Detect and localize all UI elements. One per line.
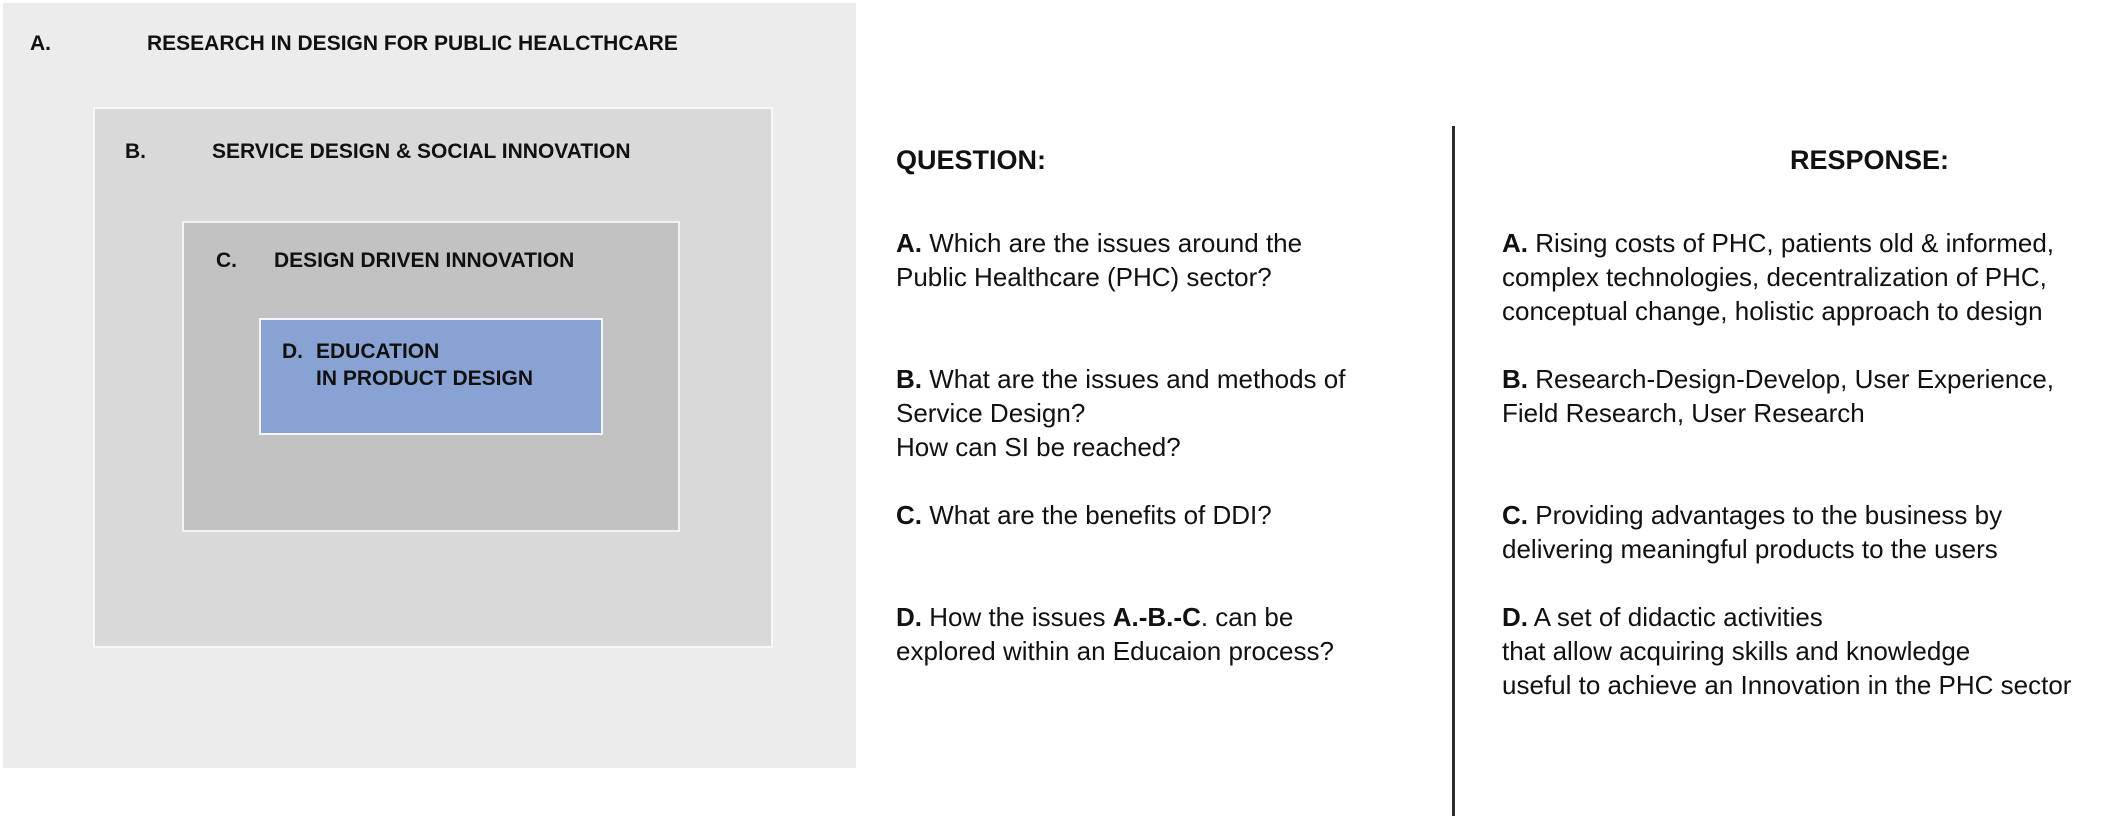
question-d-line-2: explored within an Educaion process?: [896, 636, 1334, 666]
response-b-line-1: [1502, 362, 2054, 396]
response-a: [1502, 226, 2054, 328]
question-b-text-1: What are the issues and methods of: [922, 364, 1346, 394]
question-header: QUESTION:: [896, 145, 1047, 175]
question-d-text-bold: A.-B.-C: [1112, 602, 1201, 632]
box-c-letter: C.: [216, 249, 237, 272]
box-a-letter: A.: [30, 32, 51, 55]
question-d: [896, 600, 1334, 668]
question-a-text-1: Which are the issues around the: [922, 228, 1303, 258]
question-c-label: C.: [896, 500, 922, 530]
response-b-line-2: Field Research, User Research: [1502, 398, 1865, 428]
question-a-line-2: Public Healthcare (PHC) sector?: [896, 262, 1272, 292]
box-c-title: DESIGN DRIVEN INNOVATION: [274, 249, 575, 272]
question-c: [896, 498, 1272, 532]
response-a-text-1: Rising costs of PHC, patients old & informed,: [1528, 228, 2055, 258]
response-c-text-1: Providing advantages to the business by: [1528, 500, 2003, 530]
question-b-line-1: [896, 362, 1345, 396]
response-d-line-3: useful to achieve an Innovation in the PHC sector: [1502, 670, 2072, 700]
response-header: RESPONSE:: [1790, 145, 1950, 175]
response-a-line-2: complex technologies, decentralization of PHC,: [1502, 262, 2047, 292]
response-c: [1502, 498, 2002, 566]
box-b-letter: B.: [125, 140, 146, 163]
question-c-line-1: [896, 498, 1272, 532]
box-b-title: SERVICE DESIGN & SOCIAL INNOVATION: [212, 140, 631, 163]
question-b-label: B.: [896, 364, 922, 394]
response-d-label: D.: [1502, 602, 1528, 632]
question-d-text-pre: How the issues: [922, 602, 1113, 632]
response-c-line-1: [1502, 498, 2002, 532]
response-a-line-1: [1502, 226, 2054, 260]
question-c-text-1: What are the benefits of DDI?: [922, 500, 1272, 530]
question-b-line-3: How can SI be reached?: [896, 432, 1181, 462]
question-a-label: A.: [896, 228, 922, 258]
question-d-text-post: . can be: [1200, 602, 1294, 632]
response-d: [1502, 600, 2071, 702]
response-c-label: C.: [1502, 500, 1528, 530]
response-d-text-1: A set of didactic activities: [1528, 602, 1823, 632]
response-b-text-1: Research-Design-Develop, User Experience,: [1528, 364, 2055, 394]
response-a-label: A.: [1502, 228, 1528, 258]
question-b: [896, 362, 1345, 464]
response-d-line-2: that allow acquiring skills and knowledge: [1502, 636, 1971, 666]
box-education-product-design: [259, 318, 603, 435]
response-b-label: B.: [1502, 364, 1528, 394]
response-b: [1502, 362, 2054, 430]
box-d-letter: D.: [282, 340, 303, 363]
response-c-line-2: delivering meaningful products to the users: [1502, 534, 1998, 564]
response-a-line-3: conceptual change, holistic approach to design: [1502, 296, 2043, 326]
question-d-line-1: [896, 600, 1334, 634]
box-a-title: RESEARCH IN DESIGN FOR PUBLIC HEALCTHCARE: [147, 32, 678, 55]
question-a-line-1: [896, 226, 1302, 260]
question-a: [896, 226, 1302, 294]
column-divider: [1452, 126, 1455, 816]
question-d-label: D.: [896, 602, 922, 632]
question-b-line-2: Service Design?: [896, 398, 1086, 428]
response-d-line-1: [1502, 600, 2071, 634]
box-d-title: EDUCATION IN PRODUCT DESIGN: [316, 340, 534, 390]
